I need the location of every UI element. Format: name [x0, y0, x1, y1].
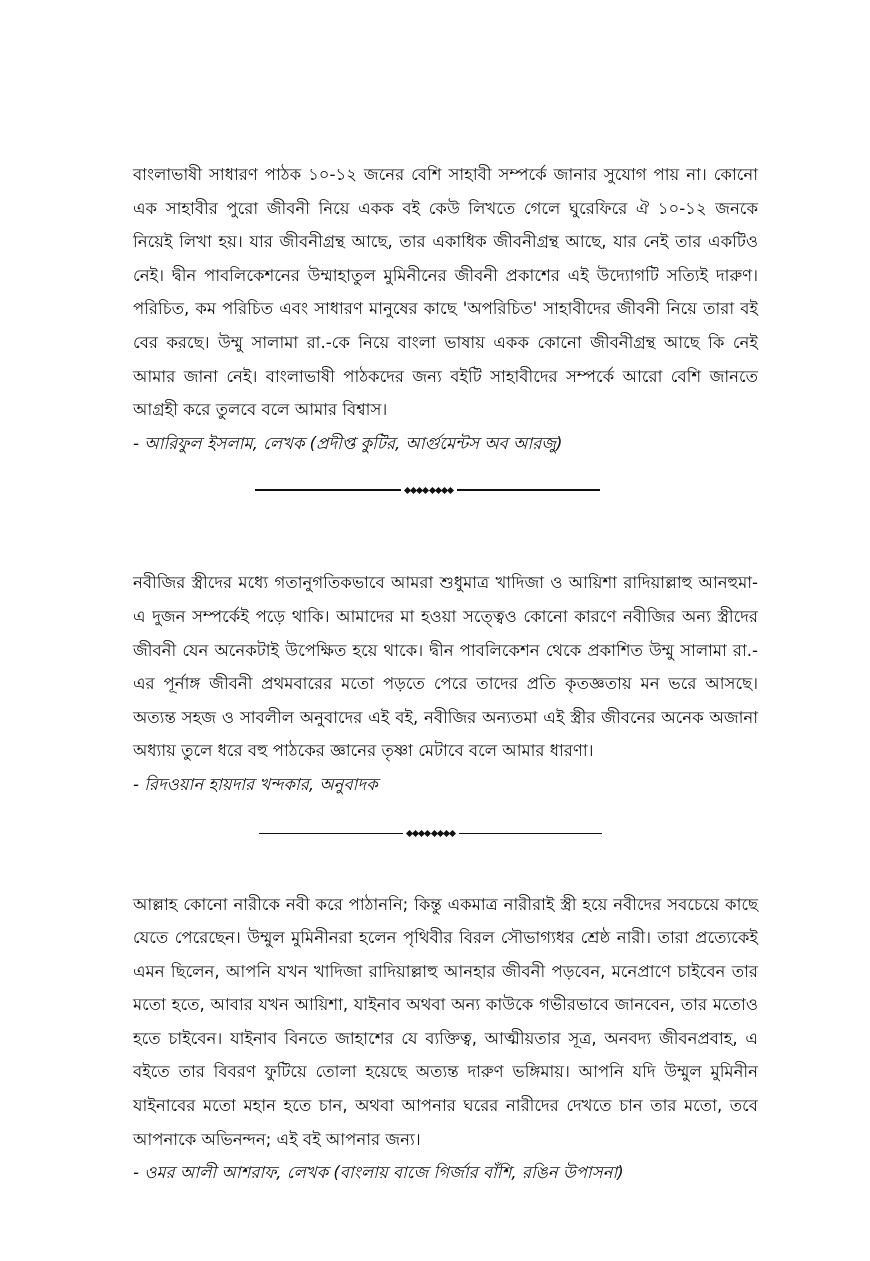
- ornamental-divider: [133, 824, 758, 844]
- review-1: [133, 158, 758, 460]
- review-attribution: - ওমর আলী আশরাফ, লেখক (বাংলায় বাজে গির্জার বাঁশি, রঙিন উপাসনা): [133, 1163, 624, 1183]
- review-text: নবীজির স্ত্রীদের মধ্যে গতানুগতিকভাবে আমরা শুধুমাত্র খাদিজা ও আয়িশা রাদিয়াল্লাহু আনহুমা-এ দুজন সম্পর্কেই পড়ে থাকি। আমাদের মা হওয়া সত্ত্বেও কোনো কারণে নবীজির অন্য স্ত্রীদের জীবনী যেন অনেকটাই উপেক্ষিত হয়ে থাকে। দ্বীন পাবলিকেশন থেকে প্রকাশিত উম্মু সালামা রা.-এর পূর্নাঙ্গ জীবনী প্রথমবারের মতো পড়তে পেরে তাদের প্রতি কৃতজ্ঞতায় মন ভরে আসছে। অত্যন্ত সহজ ও সাবলীল অনুবাদের এই বই, নবীজির অন্যতমা এই স্ত্রীর জীবনের অনেক অজানা অধ্যায় তুলে ধরে বহু পাঠকের জ্ঞানের তৃষ্ণা মেটাবে বলে আমার ধারণা।: [133, 573, 758, 761]
- review-3: [133, 888, 758, 1190]
- diamond-ornament-icon: [401, 826, 461, 842]
- diamond-ornament-icon: [399, 482, 459, 498]
- divider-line-left: [259, 833, 403, 835]
- page-content: [133, 158, 758, 1190]
- review-2: [133, 566, 758, 801]
- divider-line-right: [459, 833, 602, 835]
- divider-line-right: [457, 489, 600, 491]
- review-text: আল্লাহ কোনো নারীকে নবী করে পাঠাননি; কিন্তু একমাত্র নারীরাই স্ত্রী হয়ে নবীদের সবচেয়ে কাছে যেতে পেরেছেন। উম্মুল মুমিনীনরা হলেন পৃথিবীর বিরল সৌভাগ্যধর শ্রেষ্ঠ নারী। তারা প্রত্যেকেই এমন ছিলেন, আপনি যখন খাদিজা রাদিয়াল্লাহু আনহার জীবনী পড়বেন, মনেপ্রাণে চাইবেন তার মতো হতে, আবার যখন আয়িশা, যাইনাব অথবা অন্য কাউকে গভীরভাবে জানবেন, তার মতোও হতে চাইবেন। যাইনাব বিনতে জাহাশের যে ব্যক্তিত্ব, আত্মীয়তার সূত্র, অনবদ্য জীবনপ্রবাহ, এ বইতে তার বিবরণ ফুটিয়ে তোলা হয়েছে অত্যন্ত দারুণ ভঙ্গিমায়। আপনি যদি উম্মুল মুমিনীন যাইনাবের মতো মহান হতে চান, অথবা আপনার ঘরের নারীদের দেখতে চান তার মতো, তবে আপনাকে অভিনন্দন; এই বই আপনার জন্য।: [133, 894, 758, 1149]
- review-attribution: - রিদওয়ান হায়দার খন্দকার, অনুবাদক: [133, 774, 378, 794]
- ornamental-divider: [133, 480, 758, 500]
- divider-line-left: [255, 489, 401, 491]
- review-attribution: - আরিফুল ইসলাম, লেখক (প্রদীপ্ত কুটির, আর্গুমেন্টস অব আরজু): [133, 433, 563, 453]
- review-text: বাংলাভাষী সাধারণ পাঠক ১০-১২ জনের বেশি সাহাবী সম্পর্কে জানার সুযোগ পায় না। কোনো এক সাহাবীর পুরো জীবনী নিয়ে একক বই কেউ লিখতে গেলে ঘুরেফিরে ঐ ১০-১২ জনকে নিয়েই লিখা হয়। যার জীবনীগ্রন্থ আছে, তার একাধিক জীবনীগ্রন্থ আছে, যার নেই তার একটিও নেই। দ্বীন পাবলিকেশনের উম্মাহাতুল মুমিনীনের জীবনী প্রকাশের এই উদ্যোগটি সত্যিই দারুণ। পরিচিত, কম পরিচিত এবং সাধারণ মানুষের কাছে 'অপরিচিত' সাহাবীদের জীবনী নিয়ে তারা বই বের করছে। উম্মু সালামা রা.-কে নিয়ে বাংলা ভাষায় একক কোনো জীবনীগ্রন্থ আছে কি নেই আমার জানা নেই। বাংলাভাষী পাঠকদের জন্য বইটি সাহাবীদের সম্পর্কে আরো বেশি জানতে আগ্রহী করে তুলবে বলে আমার বিশ্বাস।: [133, 165, 758, 420]
